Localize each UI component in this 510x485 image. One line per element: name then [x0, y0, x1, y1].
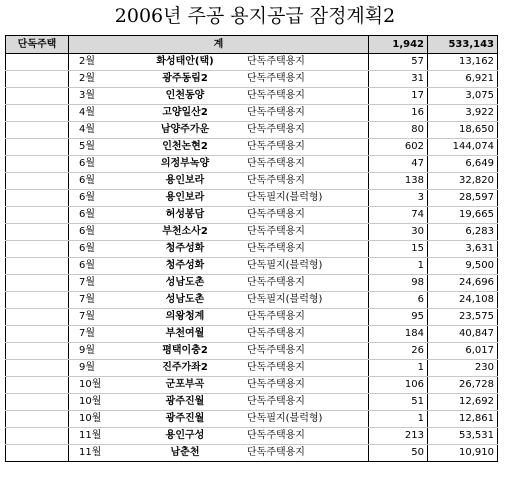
header-row — [6, 36, 498, 54]
amount-cell: 10,910 — [428, 445, 498, 462]
count-cell: 106 — [369, 377, 428, 394]
site-cell: 인천동양 — [137, 88, 233, 105]
count-cell: 184 — [369, 326, 428, 343]
category-cell — [6, 411, 69, 428]
month-cell: 2월 — [69, 54, 138, 71]
table-row — [6, 224, 498, 241]
site-cell: 진주가좌2 — [137, 360, 233, 377]
count-cell: 213 — [369, 428, 428, 445]
count-cell: 57 — [369, 54, 428, 71]
amount-cell: 19,665 — [428, 207, 498, 224]
category-cell — [6, 88, 69, 105]
category-cell — [6, 377, 69, 394]
site-cell: 평택이충2 — [137, 343, 233, 360]
site-cell: 의왕청계 — [137, 309, 233, 326]
table-row — [6, 377, 498, 394]
total-label: 계 — [69, 36, 369, 54]
month-cell: 6월 — [69, 173, 138, 190]
total-count: 1,942 — [369, 36, 428, 54]
use-cell: 단독주택용지 — [233, 377, 369, 394]
count-cell: 17 — [369, 88, 428, 105]
month-cell: 10월 — [69, 394, 138, 411]
count-cell: 74 — [369, 207, 428, 224]
category-cell — [6, 71, 69, 88]
count-cell: 98 — [369, 275, 428, 292]
use-cell: 단독주택용지 — [233, 224, 369, 241]
table-row — [6, 88, 498, 105]
month-cell: 9월 — [69, 360, 138, 377]
count-cell: 95 — [369, 309, 428, 326]
table-row — [6, 122, 498, 139]
amount-cell: 144,074 — [428, 139, 498, 156]
amount-cell: 6,283 — [428, 224, 498, 241]
amount-cell: 53,531 — [428, 428, 498, 445]
count-cell: 3 — [369, 190, 428, 207]
use-cell: 단독주택용지 — [233, 54, 369, 71]
month-cell: 6월 — [69, 241, 138, 258]
amount-cell: 230 — [428, 360, 498, 377]
category-cell — [6, 207, 69, 224]
amount-cell: 3,631 — [428, 241, 498, 258]
month-cell: 10월 — [69, 411, 138, 428]
amount-cell: 9,500 — [428, 258, 498, 275]
month-cell: 7월 — [69, 275, 138, 292]
category-cell — [6, 343, 69, 360]
count-cell: 80 — [369, 122, 428, 139]
category-header: 단독주택 — [6, 36, 69, 54]
month-cell: 6월 — [69, 258, 138, 275]
use-cell: 단독주택용지 — [233, 139, 369, 156]
use-cell: 단독주택용지 — [233, 309, 369, 326]
use-cell: 단독주택용지 — [233, 360, 369, 377]
month-cell: 2월 — [69, 71, 138, 88]
category-cell — [6, 258, 69, 275]
count-cell: 602 — [369, 139, 428, 156]
table-row — [6, 343, 498, 360]
use-cell: 단독주택용지 — [233, 156, 369, 173]
amount-cell: 32,820 — [428, 173, 498, 190]
table-row — [6, 258, 498, 275]
site-cell: 화성태안(택) — [137, 54, 233, 71]
amount-cell: 28,597 — [428, 190, 498, 207]
amount-cell: 13,162 — [428, 54, 498, 71]
amount-cell: 23,575 — [428, 309, 498, 326]
category-cell — [6, 105, 69, 122]
table-row — [6, 309, 498, 326]
category-cell — [6, 122, 69, 139]
month-cell: 10월 — [69, 377, 138, 394]
use-cell: 단독필지(블럭형) — [233, 411, 369, 428]
count-cell: 31 — [369, 71, 428, 88]
category-cell — [6, 156, 69, 173]
month-cell: 3월 — [69, 88, 138, 105]
use-cell: 단독필지(블럭형) — [233, 190, 369, 207]
count-cell: 138 — [369, 173, 428, 190]
month-cell: 6월 — [69, 207, 138, 224]
site-cell: 의정부녹양 — [137, 156, 233, 173]
total-amount: 533,143 — [428, 36, 498, 54]
table-row — [6, 241, 498, 258]
site-cell: 용인보라 — [137, 190, 233, 207]
site-cell: 고양일산2 — [137, 105, 233, 122]
table-row — [6, 411, 498, 428]
table-row — [6, 71, 498, 88]
table-row — [6, 190, 498, 207]
table-row — [6, 326, 498, 343]
site-cell: 광주진월 — [137, 411, 233, 428]
use-cell: 단독주택용지 — [233, 445, 369, 462]
site-cell: 용인구성 — [137, 428, 233, 445]
amount-cell: 12,861 — [428, 411, 498, 428]
count-cell: 26 — [369, 343, 428, 360]
count-cell: 51 — [369, 394, 428, 411]
site-cell: 광주동림2 — [137, 71, 233, 88]
category-cell — [6, 292, 69, 309]
month-cell: 11월 — [69, 445, 138, 462]
category-cell — [6, 241, 69, 258]
table-row — [6, 360, 498, 377]
table-row — [6, 428, 498, 445]
use-cell: 단독필지(블럭형) — [233, 258, 369, 275]
table-row — [6, 156, 498, 173]
month-cell: 5월 — [69, 139, 138, 156]
use-cell: 단독주택용지 — [233, 173, 369, 190]
use-cell: 단독필지(블럭형) — [233, 292, 369, 309]
use-cell: 단독주택용지 — [233, 326, 369, 343]
month-cell: 4월 — [69, 122, 138, 139]
table-row — [6, 275, 498, 292]
month-cell: 6월 — [69, 156, 138, 173]
count-cell: 1 — [369, 360, 428, 377]
amount-cell: 24,108 — [428, 292, 498, 309]
amount-cell: 26,728 — [428, 377, 498, 394]
table-row — [6, 394, 498, 411]
count-cell: 16 — [369, 105, 428, 122]
count-cell: 50 — [369, 445, 428, 462]
site-cell: 남춘천 — [137, 445, 233, 462]
site-cell: 광주진월 — [137, 394, 233, 411]
month-cell: 9월 — [69, 343, 138, 360]
amount-cell: 6,921 — [428, 71, 498, 88]
table-row — [6, 54, 498, 71]
category-cell — [6, 54, 69, 71]
category-cell — [6, 275, 69, 292]
category-cell — [6, 428, 69, 445]
amount-cell: 24,696 — [428, 275, 498, 292]
site-cell: 인천논현2 — [137, 139, 233, 156]
category-cell — [6, 326, 69, 343]
site-cell: 청주성화 — [137, 241, 233, 258]
category-cell — [6, 173, 69, 190]
use-cell: 단독주택용지 — [233, 394, 369, 411]
amount-cell: 12,692 — [428, 394, 498, 411]
month-cell: 7월 — [69, 292, 138, 309]
month-cell: 6월 — [69, 190, 138, 207]
table-row — [6, 173, 498, 190]
month-cell: 7월 — [69, 326, 138, 343]
category-cell — [6, 360, 69, 377]
amount-cell: 3,075 — [428, 88, 498, 105]
table-row — [6, 292, 498, 309]
site-cell: 군포부곡 — [137, 377, 233, 394]
use-cell: 단독주택용지 — [233, 88, 369, 105]
category-cell — [6, 139, 69, 156]
site-cell: 부천소사2 — [137, 224, 233, 241]
count-cell: 15 — [369, 241, 428, 258]
site-cell: 성남도촌 — [137, 292, 233, 309]
amount-cell: 6,649 — [428, 156, 498, 173]
site-cell: 청주성화 — [137, 258, 233, 275]
month-cell: 6월 — [69, 224, 138, 241]
use-cell: 단독주택용지 — [233, 428, 369, 445]
category-cell — [6, 445, 69, 462]
category-cell — [6, 309, 69, 326]
category-cell — [6, 190, 69, 207]
month-cell: 11월 — [69, 428, 138, 445]
site-cell: 부천여월 — [137, 326, 233, 343]
use-cell: 단독주택용지 — [233, 122, 369, 139]
use-cell: 단독주택용지 — [233, 105, 369, 122]
site-cell: 성남도촌 — [137, 275, 233, 292]
site-cell: 용인보라 — [137, 173, 233, 190]
use-cell: 단독주택용지 — [233, 275, 369, 292]
site-cell: 허성봉담 — [137, 207, 233, 224]
table-row — [6, 105, 498, 122]
land-supply-table — [5, 35, 498, 462]
month-cell: 4월 — [69, 105, 138, 122]
table-row — [6, 445, 498, 462]
use-cell: 단독주택용지 — [233, 71, 369, 88]
month-cell: 7월 — [69, 309, 138, 326]
use-cell: 단독주택용지 — [233, 343, 369, 360]
site-cell: 남양주가운 — [137, 122, 233, 139]
category-cell — [6, 394, 69, 411]
amount-cell: 18,650 — [428, 122, 498, 139]
amount-cell: 40,847 — [428, 326, 498, 343]
count-cell: 1 — [369, 411, 428, 428]
amount-cell: 3,922 — [428, 105, 498, 122]
count-cell: 1 — [369, 258, 428, 275]
use-cell: 단독주택용지 — [233, 207, 369, 224]
use-cell: 단독주택용지 — [233, 241, 369, 258]
page-title: 2006년 주공 용지공급 잠정계획2 — [114, 5, 396, 27]
table-row — [6, 139, 498, 156]
count-cell: 30 — [369, 224, 428, 241]
amount-cell: 6,017 — [428, 343, 498, 360]
table-row — [6, 207, 498, 224]
count-cell: 47 — [369, 156, 428, 173]
count-cell: 6 — [369, 292, 428, 309]
category-cell — [6, 224, 69, 241]
